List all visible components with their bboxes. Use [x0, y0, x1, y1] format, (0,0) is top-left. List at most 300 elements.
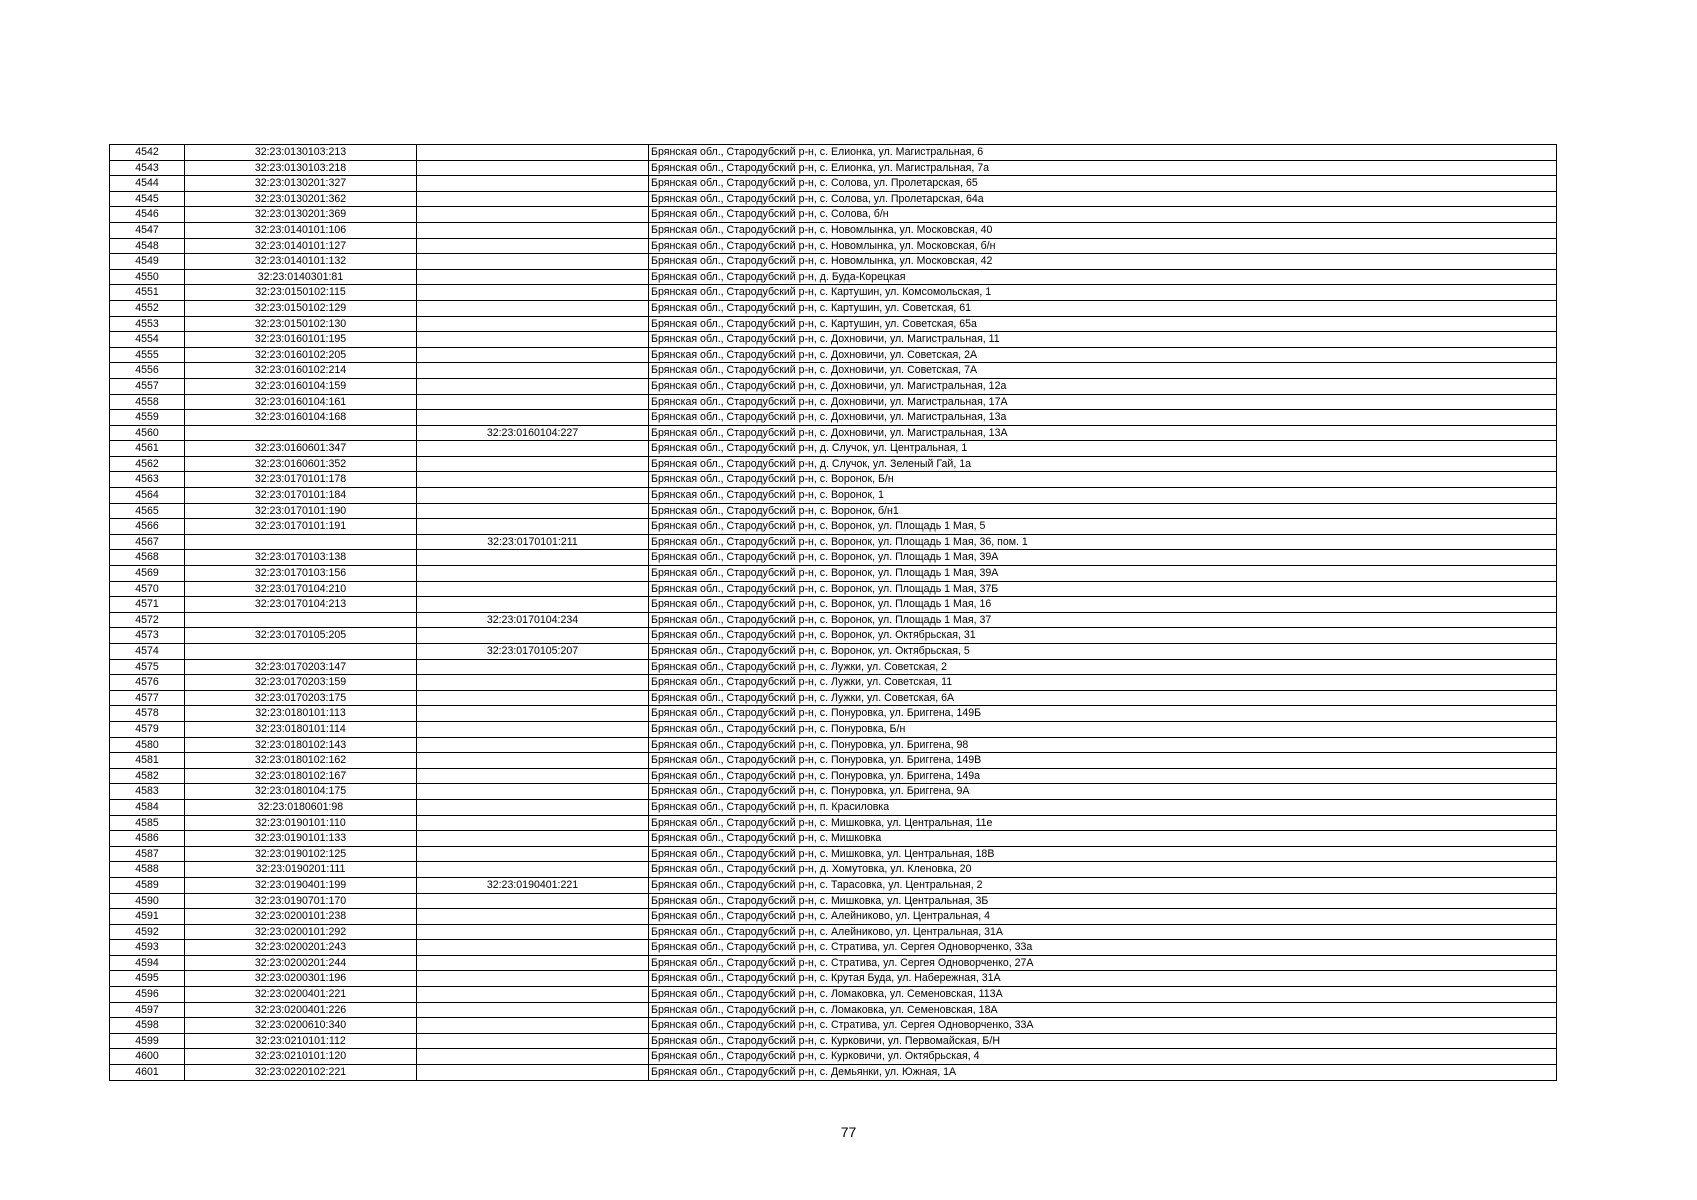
row-number-cell: 4597: [110, 1002, 185, 1018]
address-cell: Брянская обл., Стародубский р-н, с. Картушин, ул. Советская, 61: [649, 300, 1557, 316]
cadastral-number-cell: 32:23:0150102:130: [185, 316, 417, 332]
row-number-cell: 4568: [110, 550, 185, 566]
cadastral-number-cell: 32:23:0190101:133: [185, 831, 417, 847]
related-cadastral-number-cell: [417, 456, 649, 472]
related-cadastral-number-cell: [417, 597, 649, 613]
cadastral-number-cell: 32:23:0200401:226: [185, 1002, 417, 1018]
row-number-cell: 4544: [110, 176, 185, 192]
cadastral-number-cell: 32:23:0190401:199: [185, 877, 417, 893]
table-row: [110, 503, 1557, 519]
related-cadastral-number-cell: [417, 269, 649, 285]
related-cadastral-number-cell: [417, 1018, 649, 1034]
address-cell: Брянская обл., Стародубский р-н, с. Алейниково, ул. Центральная, 4: [649, 909, 1557, 925]
cadastral-number-cell: 32:23:0160102:214: [185, 363, 417, 379]
related-cadastral-number-cell: [417, 488, 649, 504]
row-number-cell: 4547: [110, 222, 185, 238]
table-row: [110, 1002, 1557, 1018]
registry-table-body: [110, 145, 1557, 1081]
related-cadastral-number-cell: [417, 940, 649, 956]
table-row: [110, 768, 1557, 784]
cadastral-number-cell: 32:23:0180102:167: [185, 768, 417, 784]
row-number-cell: 4562: [110, 456, 185, 472]
cadastral-number-cell: [185, 644, 417, 660]
row-number-cell: 4586: [110, 831, 185, 847]
related-cadastral-number-cell: [417, 1049, 649, 1065]
table-row: [110, 737, 1557, 753]
address-cell: Брянская обл., Стародубский р-н, с. Мишковка, ул. Центральная, 18В: [649, 846, 1557, 862]
row-number-cell: 4555: [110, 347, 185, 363]
cadastral-number-cell: 32:23:0170103:156: [185, 566, 417, 582]
related-cadastral-number-cell: 32:23:0160104:227: [417, 425, 649, 441]
cadastral-number-cell: 32:23:0130201:369: [185, 207, 417, 223]
related-cadastral-number-cell: [417, 815, 649, 831]
registry-table: [109, 144, 1557, 1081]
cadastral-number-cell: 32:23:0170101:184: [185, 488, 417, 504]
related-cadastral-number-cell: [417, 659, 649, 675]
address-cell: Брянская обл., Стародубский р-н, с. Демьянки, ул. Южная, 1А: [649, 1065, 1557, 1081]
row-number-cell: 4599: [110, 1033, 185, 1049]
address-cell: Брянская обл., Стародубский р-н, с. Воронок, ул. Площадь 1 Мая, 37: [649, 612, 1557, 628]
cadastral-number-cell: 32:23:0180102:162: [185, 753, 417, 769]
cadastral-number-cell: 32:23:0160601:352: [185, 456, 417, 472]
cadastral-number-cell: 32:23:0150102:129: [185, 300, 417, 316]
cadastral-number-cell: [185, 534, 417, 550]
address-cell: Брянская обл., Стародубский р-н, с. Солова, ул. Пролетарская, 64а: [649, 191, 1557, 207]
row-number-cell: 4580: [110, 737, 185, 753]
related-cadastral-number-cell: [417, 706, 649, 722]
table-row: [110, 300, 1557, 316]
table-row: [110, 987, 1557, 1003]
cadastral-number-cell: 32:23:0150102:115: [185, 285, 417, 301]
related-cadastral-number-cell: [417, 799, 649, 815]
table-row: [110, 1033, 1557, 1049]
table-row: [110, 550, 1557, 566]
page-number: 77: [840, 1124, 857, 1140]
table-row: [110, 472, 1557, 488]
address-cell: Брянская обл., Стародубский р-н, с. Дохновичи, ул. Магистральная, 12а: [649, 378, 1557, 394]
address-cell: Брянская обл., Стародубский р-н, с. Воронок, Б/н: [649, 472, 1557, 488]
cadastral-number-cell: 32:23:0190701:170: [185, 893, 417, 909]
cadastral-number-cell: 32:23:0210101:112: [185, 1033, 417, 1049]
cadastral-number-cell: 32:23:0160102:205: [185, 347, 417, 363]
address-cell: Брянская обл., Стародубский р-н, с. Воронок, ул. Площадь 1 Мая, 39А: [649, 550, 1557, 566]
row-number-cell: 4573: [110, 628, 185, 644]
table-row: [110, 753, 1557, 769]
row-number-cell: 4576: [110, 675, 185, 691]
row-number-cell: 4548: [110, 238, 185, 254]
address-cell: Брянская обл., Стародубский р-н, с. Понуровка, Б/н: [649, 721, 1557, 737]
table-row: [110, 145, 1557, 161]
cadastral-number-cell: 32:23:0170203:175: [185, 690, 417, 706]
address-cell: Брянская обл., Стародубский р-н, с. Дохновичи, ул. Советская, 7А: [649, 363, 1557, 379]
cadastral-number-cell: 32:23:0160104:159: [185, 378, 417, 394]
row-number-cell: 4545: [110, 191, 185, 207]
cadastral-number-cell: 32:23:0190102:125: [185, 846, 417, 862]
related-cadastral-number-cell: [417, 628, 649, 644]
address-cell: Брянская обл., Стародубский р-н, с. Воронок, ул. Октябрьская, 5: [649, 644, 1557, 660]
table-row: [110, 815, 1557, 831]
row-number-cell: 4569: [110, 566, 185, 582]
address-cell: Брянская обл., Стародубский р-н, с. Лужки, ул. Советская, 11: [649, 675, 1557, 691]
table-row: [110, 363, 1557, 379]
address-cell: Брянская обл., Стародубский р-н, с. Тарасовка, ул. Центральная, 2: [649, 877, 1557, 893]
related-cadastral-number-cell: [417, 176, 649, 192]
address-cell: Брянская обл., Стародубский р-н, с. Солова, б/н: [649, 207, 1557, 223]
related-cadastral-number-cell: [417, 441, 649, 457]
related-cadastral-number-cell: [417, 690, 649, 706]
table-row: [110, 566, 1557, 582]
related-cadastral-number-cell: [417, 753, 649, 769]
table-row: [110, 628, 1557, 644]
address-cell: Брянская обл., Стародубский р-н, с. Понуровка, ул. Бриггена, 9А: [649, 784, 1557, 800]
row-number-cell: 4578: [110, 706, 185, 722]
table-row: [110, 441, 1557, 457]
row-number-cell: 4563: [110, 472, 185, 488]
cadastral-number-cell: 32:23:0180601:98: [185, 799, 417, 815]
cadastral-number-cell: 32:23:0180101:114: [185, 721, 417, 737]
table-row: [110, 534, 1557, 550]
table-row: [110, 721, 1557, 737]
table-row: [110, 924, 1557, 940]
address-cell: Брянская обл., Стародубский р-н, с. Воронок, ул. Площадь 1 Мая, 36, пом. 1: [649, 534, 1557, 550]
address-cell: Брянская обл., Стародубский р-н, с. Елионка, ул. Магистральная, 7а: [649, 160, 1557, 176]
cadastral-number-cell: 32:23:0200101:238: [185, 909, 417, 925]
row-number-cell: 4598: [110, 1018, 185, 1034]
table-row: [110, 581, 1557, 597]
related-cadastral-number-cell: [417, 363, 649, 379]
table-row: [110, 893, 1557, 909]
row-number-cell: 4571: [110, 597, 185, 613]
table-row: [110, 940, 1557, 956]
table-row: [110, 519, 1557, 535]
related-cadastral-number-cell: [417, 254, 649, 270]
related-cadastral-number-cell: [417, 846, 649, 862]
cadastral-number-cell: 32:23:0130201:327: [185, 176, 417, 192]
address-cell: Брянская обл., Стародубский р-н, с. Стратива, ул. Сергея Одноворченко, 27А: [649, 955, 1557, 971]
address-cell: Брянская обл., Стародубский р-н, с. Дохновичи, ул. Магистральная, 11: [649, 332, 1557, 348]
address-cell: Брянская обл., Стародубский р-н, с. Солова, ул. Пролетарская, 65: [649, 176, 1557, 192]
address-cell: Брянская обл., Стародубский р-н, с. Новомлынка, ул. Московская, 40: [649, 222, 1557, 238]
related-cadastral-number-cell: [417, 721, 649, 737]
address-cell: Брянская обл., Стародубский р-н, с. Лужки, ул. Советская, 2: [649, 659, 1557, 675]
cadastral-number-cell: 32:23:0170105:205: [185, 628, 417, 644]
related-cadastral-number-cell: [417, 581, 649, 597]
related-cadastral-number-cell: 32:23:0170101:211: [417, 534, 649, 550]
row-number-cell: 4551: [110, 285, 185, 301]
address-cell: Брянская обл., Стародубский р-н, д. Буда-Корецкая: [649, 269, 1557, 285]
address-cell: Брянская обл., Стародубский р-н, с. Понуровка, ул. Бриггена, 149Б: [649, 706, 1557, 722]
cadastral-number-cell: 32:23:0160104:161: [185, 394, 417, 410]
related-cadastral-number-cell: 32:23:0170104:234: [417, 612, 649, 628]
related-cadastral-number-cell: [417, 566, 649, 582]
cadastral-number-cell: 32:23:0210101:120: [185, 1049, 417, 1065]
cadastral-number-cell: 32:23:0160601:347: [185, 441, 417, 457]
related-cadastral-number-cell: [417, 1002, 649, 1018]
address-cell: Брянская обл., Стародубский р-н, с. Елионка, ул. Магистральная, 6: [649, 145, 1557, 161]
related-cadastral-number-cell: [417, 675, 649, 691]
row-number-cell: 4585: [110, 815, 185, 831]
cadastral-number-cell: [185, 425, 417, 441]
related-cadastral-number-cell: [417, 347, 649, 363]
related-cadastral-number-cell: [417, 1033, 649, 1049]
address-cell: Брянская обл., Стародубский р-н, с. Понуровка, ул. Бриггена, 149а: [649, 768, 1557, 784]
address-cell: Брянская обл., Стародубский р-н, с. Мишковка, ул. Центральная, 11е: [649, 815, 1557, 831]
cadastral-number-cell: 32:23:0220102:221: [185, 1065, 417, 1081]
row-number-cell: 4600: [110, 1049, 185, 1065]
cadastral-number-cell: 32:23:0200201:244: [185, 955, 417, 971]
address-cell: Брянская обл., Стародубский р-н, с. Воронок, ул. Площадь 1 Мая, 39А: [649, 566, 1557, 582]
related-cadastral-number-cell: [417, 955, 649, 971]
cadastral-number-cell: 32:23:0200101:292: [185, 924, 417, 940]
row-number-cell: 4579: [110, 721, 185, 737]
related-cadastral-number-cell: [417, 285, 649, 301]
row-number-cell: 4543: [110, 160, 185, 176]
table-row: [110, 316, 1557, 332]
related-cadastral-number-cell: [417, 862, 649, 878]
table-row: [110, 1018, 1557, 1034]
row-number-cell: 4591: [110, 909, 185, 925]
related-cadastral-number-cell: [417, 831, 649, 847]
table-row: [110, 456, 1557, 472]
related-cadastral-number-cell: [417, 971, 649, 987]
related-cadastral-number-cell: [417, 378, 649, 394]
address-cell: Брянская обл., Стародубский р-н, с. Новомлынка, ул. Московская, б/н: [649, 238, 1557, 254]
cadastral-number-cell: 32:23:0130103:213: [185, 145, 417, 161]
table-row: [110, 877, 1557, 893]
address-cell: Брянская обл., Стародубский р-н, с. Стратива, ул. Сергея Одноворченко, 33а: [649, 940, 1557, 956]
related-cadastral-number-cell: [417, 924, 649, 940]
row-number-cell: 4572: [110, 612, 185, 628]
address-cell: Брянская обл., Стародубский р-н, с. Воронок, ул. Октябрьская, 31: [649, 628, 1557, 644]
address-cell: Брянская обл., Стародубский р-н, д. Случок, ул. Центральная, 1: [649, 441, 1557, 457]
table-row: [110, 971, 1557, 987]
related-cadastral-number-cell: [417, 316, 649, 332]
table-row: [110, 644, 1557, 660]
address-cell: Брянская обл., Стародубский р-н, с. Ломаковка, ул. Семеновская, 113А: [649, 987, 1557, 1003]
related-cadastral-number-cell: [417, 300, 649, 316]
related-cadastral-number-cell: [417, 145, 649, 161]
row-number-cell: 4542: [110, 145, 185, 161]
table-row: [110, 347, 1557, 363]
address-cell: Брянская обл., Стародубский р-н, с. Крутая Буда, ул. Набережная, 31А: [649, 971, 1557, 987]
related-cadastral-number-cell: [417, 987, 649, 1003]
related-cadastral-number-cell: [417, 394, 649, 410]
row-number-cell: 4590: [110, 893, 185, 909]
table-row: [110, 706, 1557, 722]
cadastral-number-cell: 32:23:0140101:106: [185, 222, 417, 238]
row-number-cell: 4559: [110, 410, 185, 426]
row-number-cell: 4566: [110, 519, 185, 535]
table-row: [110, 410, 1557, 426]
row-number-cell: 4595: [110, 971, 185, 987]
cadastral-number-cell: 32:23:0130201:362: [185, 191, 417, 207]
row-number-cell: 4560: [110, 425, 185, 441]
cadastral-number-cell: 32:23:0130103:218: [185, 160, 417, 176]
address-cell: Брянская обл., Стародубский р-н, с. Дохновичи, ул. Советская, 2А: [649, 347, 1557, 363]
table-row: [110, 909, 1557, 925]
cadastral-number-cell: 32:23:0170104:213: [185, 597, 417, 613]
address-cell: Брянская обл., Стародубский р-н, с. Воронок, ул. Площадь 1 Мая, 16: [649, 597, 1557, 613]
row-number-cell: 4582: [110, 768, 185, 784]
address-cell: Брянская обл., Стародубский р-н, с. Картушин, ул. Комсомольская, 1: [649, 285, 1557, 301]
table-row: [110, 690, 1557, 706]
cadastral-number-cell: 32:23:0160101:195: [185, 332, 417, 348]
row-number-cell: 4546: [110, 207, 185, 223]
address-cell: Брянская обл., Стародубский р-н, с. Понуровка, ул. Бриггена, 98: [649, 737, 1557, 753]
row-number-cell: 4552: [110, 300, 185, 316]
cadastral-number-cell: 32:23:0160104:168: [185, 410, 417, 426]
table-row: [110, 799, 1557, 815]
table-row: [110, 238, 1557, 254]
address-cell: Брянская обл., Стародубский р-н, с. Воронок, 1: [649, 488, 1557, 504]
cadastral-number-cell: 32:23:0140101:132: [185, 254, 417, 270]
address-cell: Брянская обл., Стародубский р-н, с. Дохновичи, ул. Магистральная, 17А: [649, 394, 1557, 410]
row-number-cell: 4550: [110, 269, 185, 285]
row-number-cell: 4558: [110, 394, 185, 410]
table-row: [110, 176, 1557, 192]
cadastral-number-cell: 32:23:0190101:110: [185, 815, 417, 831]
table-row: [110, 207, 1557, 223]
address-cell: Брянская обл., Стародубский р-н, с. Воронок, б/н1: [649, 503, 1557, 519]
row-number-cell: 4575: [110, 659, 185, 675]
cadastral-number-cell: [185, 612, 417, 628]
related-cadastral-number-cell: [417, 472, 649, 488]
address-cell: Брянская обл., Стародубский р-н, с. Мишковка, ул. Центральная, 3Б: [649, 893, 1557, 909]
related-cadastral-number-cell: [417, 550, 649, 566]
row-number-cell: 4565: [110, 503, 185, 519]
cadastral-number-cell: 32:23:0180101:113: [185, 706, 417, 722]
cadastral-number-cell: 32:23:0170203:147: [185, 659, 417, 675]
address-cell: Брянская обл., Стародубский р-н, с. Дохновичи, ул. Магистральная, 13а: [649, 410, 1557, 426]
address-cell: Брянская обл., Стародубский р-н, п. Красиловка: [649, 799, 1557, 815]
cadastral-number-cell: 32:23:0170101:190: [185, 503, 417, 519]
table-row: [110, 846, 1557, 862]
row-number-cell: 4589: [110, 877, 185, 893]
related-cadastral-number-cell: [417, 503, 649, 519]
table-row: [110, 955, 1557, 971]
address-cell: Брянская обл., Стародубский р-н, с. Новомлынка, ул. Московская, 42: [649, 254, 1557, 270]
cadastral-number-cell: 32:23:0190201:111: [185, 862, 417, 878]
table-row: [110, 1049, 1557, 1065]
related-cadastral-number-cell: [417, 893, 649, 909]
address-cell: Брянская обл., Стародубский р-н, с. Воронок, ул. Площадь 1 Мая, 37Б: [649, 581, 1557, 597]
row-number-cell: 4587: [110, 846, 185, 862]
address-cell: Брянская обл., Стародубский р-н, с. Лужки, ул. Советская, 6А: [649, 690, 1557, 706]
cadastral-number-cell: 32:23:0180104:175: [185, 784, 417, 800]
address-cell: Брянская обл., Стародубский р-н, с. Курковичи, ул. Первомайская, Б/Н: [649, 1033, 1557, 1049]
table-row: [110, 332, 1557, 348]
table-row: [110, 862, 1557, 878]
row-number-cell: 4601: [110, 1065, 185, 1081]
related-cadastral-number-cell: [417, 519, 649, 535]
table-row: [110, 378, 1557, 394]
cadastral-number-cell: 32:23:0180102:143: [185, 737, 417, 753]
table-row: [110, 285, 1557, 301]
related-cadastral-number-cell: [417, 332, 649, 348]
address-cell: Брянская обл., Стародубский р-н, с. Ломаковка, ул. Семеновская, 18А: [649, 1002, 1557, 1018]
cadastral-number-cell: 32:23:0170103:138: [185, 550, 417, 566]
row-number-cell: 4557: [110, 378, 185, 394]
row-number-cell: 4583: [110, 784, 185, 800]
related-cadastral-number-cell: [417, 160, 649, 176]
address-cell: Брянская обл., Стародубский р-н, с. Курковичи, ул. Октябрьская, 4: [649, 1049, 1557, 1065]
row-number-cell: 4581: [110, 753, 185, 769]
row-number-cell: 4567: [110, 534, 185, 550]
cadastral-number-cell: 32:23:0200301:196: [185, 971, 417, 987]
address-cell: Брянская обл., Стародубский р-н, с. Мишковка: [649, 831, 1557, 847]
address-cell: Брянская обл., Стародубский р-н, с. Алейниково, ул. Центральная, 31А: [649, 924, 1557, 940]
related-cadastral-number-cell: 32:23:0190401:221: [417, 877, 649, 893]
related-cadastral-number-cell: [417, 207, 649, 223]
related-cadastral-number-cell: [417, 191, 649, 207]
table-row: [110, 675, 1557, 691]
row-number-cell: 4596: [110, 987, 185, 1003]
cadastral-number-cell: 32:23:0140101:127: [185, 238, 417, 254]
related-cadastral-number-cell: [417, 238, 649, 254]
row-number-cell: 4554: [110, 332, 185, 348]
cadastral-number-cell: 32:23:0170104:210: [185, 581, 417, 597]
table-row: [110, 394, 1557, 410]
address-cell: Брянская обл., Стародубский р-н, с. Картушин, ул. Советская, 65а: [649, 316, 1557, 332]
row-number-cell: 4594: [110, 955, 185, 971]
cadastral-number-cell: 32:23:0170101:178: [185, 472, 417, 488]
related-cadastral-number-cell: [417, 410, 649, 426]
address-cell: Брянская обл., Стародубский р-н, с. Воронок, ул. Площадь 1 Мая, 5: [649, 519, 1557, 535]
cadastral-number-cell: 32:23:0200201:243: [185, 940, 417, 956]
row-number-cell: 4553: [110, 316, 185, 332]
related-cadastral-number-cell: [417, 737, 649, 753]
row-number-cell: 4592: [110, 924, 185, 940]
table-row: [110, 1065, 1557, 1081]
related-cadastral-number-cell: [417, 909, 649, 925]
related-cadastral-number-cell: [417, 784, 649, 800]
row-number-cell: 4570: [110, 581, 185, 597]
row-number-cell: 4588: [110, 862, 185, 878]
related-cadastral-number-cell: [417, 222, 649, 238]
table-row: [110, 269, 1557, 285]
related-cadastral-number-cell: [417, 1065, 649, 1081]
row-number-cell: 4564: [110, 488, 185, 504]
row-number-cell: 4577: [110, 690, 185, 706]
table-row: [110, 488, 1557, 504]
address-cell: Брянская обл., Стародубский р-н, с. Дохновичи, ул. Магистральная, 13А: [649, 425, 1557, 441]
table-row: [110, 425, 1557, 441]
cadastral-number-cell: 32:23:0200610:340: [185, 1018, 417, 1034]
related-cadastral-number-cell: [417, 768, 649, 784]
row-number-cell: 4574: [110, 644, 185, 660]
row-number-cell: 4556: [110, 363, 185, 379]
row-number-cell: 4549: [110, 254, 185, 270]
related-cadastral-number-cell: 32:23:0170105:207: [417, 644, 649, 660]
table-row: [110, 254, 1557, 270]
row-number-cell: 4593: [110, 940, 185, 956]
address-cell: Брянская обл., Стародубский р-н, с. Понуровка, ул. Бриггена, 149В: [649, 753, 1557, 769]
cadastral-number-cell: 32:23:0140301:81: [185, 269, 417, 285]
cadastral-number-cell: 32:23:0170101:191: [185, 519, 417, 535]
table-row: [110, 597, 1557, 613]
table-row: [110, 612, 1557, 628]
row-number-cell: 4561: [110, 441, 185, 457]
cadastral-number-cell: 32:23:0200401:221: [185, 987, 417, 1003]
table-row: [110, 191, 1557, 207]
cadastral-number-cell: 32:23:0170203:159: [185, 675, 417, 691]
address-cell: Брянская обл., Стародубский р-н, д. Случок, ул. Зеленый Гай, 1а: [649, 456, 1557, 472]
address-cell: Брянская обл., Стародубский р-н, д. Хомутовка, ул. Кленовка, 20: [649, 862, 1557, 878]
address-cell: Брянская обл., Стародубский р-н, с. Стратива, ул. Сергея Одноворченко, 33А: [649, 1018, 1557, 1034]
row-number-cell: 4584: [110, 799, 185, 815]
table-row: [110, 831, 1557, 847]
table-row: [110, 222, 1557, 238]
